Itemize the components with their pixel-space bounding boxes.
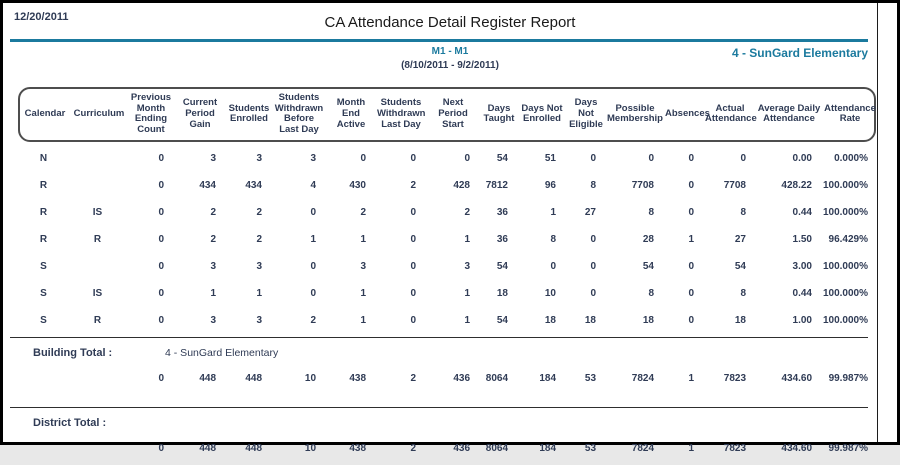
cell: 8	[740, 287, 746, 299]
column-header: Month End Active	[336, 97, 366, 130]
cell: 0	[590, 152, 596, 164]
cell: 3.00	[792, 260, 812, 272]
cell: 0	[464, 152, 470, 164]
district-total-cell: 7824	[631, 442, 655, 454]
spacer-cell	[18, 432, 126, 465]
cell: 8	[648, 206, 654, 218]
cell: 2	[464, 206, 470, 218]
table-row	[18, 145, 876, 172]
cell: 3	[360, 260, 366, 272]
cell: 1	[360, 233, 366, 245]
building-total-cell: 53	[584, 372, 597, 384]
cell: 4	[310, 179, 316, 191]
building-total-table	[18, 338, 876, 395]
cell: R	[93, 314, 102, 326]
cell: 0	[590, 287, 596, 299]
cell: 8	[550, 233, 556, 245]
cell: 0	[360, 152, 366, 164]
cell: 0	[410, 206, 416, 218]
district-total-cell: 448	[199, 442, 217, 454]
cell: 3	[210, 314, 216, 326]
column-header: Students Enrolled	[228, 102, 270, 125]
cell: 0	[590, 260, 596, 272]
column-header: Current Period Gain	[182, 97, 218, 130]
district-total-values-row	[18, 432, 876, 465]
page-title: CA Attendance Detail Register Report	[324, 14, 576, 31]
cell: 1	[464, 287, 470, 299]
cell: 0	[158, 287, 164, 299]
cell: 0	[550, 260, 556, 272]
cell: 7812	[485, 179, 508, 191]
table-row	[18, 280, 876, 307]
column-header: Actual Attendance	[705, 102, 757, 125]
building-total-label: Building Total :	[33, 346, 113, 359]
cell: 0	[158, 260, 164, 272]
cell: 0	[688, 206, 694, 218]
cell: 0.00	[792, 152, 812, 164]
cell: 0	[648, 152, 654, 164]
cell: 8	[648, 287, 654, 299]
column-header: Days Not Enrolled	[521, 102, 563, 125]
column-header-row	[20, 92, 878, 137]
cell: 1	[360, 314, 366, 326]
cell: 0	[158, 179, 164, 191]
table-row	[18, 307, 876, 334]
cell: 1	[256, 287, 262, 299]
data-table	[18, 145, 876, 334]
cell: 0	[158, 206, 164, 218]
cell: 3	[256, 260, 262, 272]
table-row	[18, 172, 876, 199]
spacer-cell	[18, 362, 126, 395]
cell	[68, 172, 126, 199]
cell: 0.000%	[834, 152, 868, 164]
district-total-table	[18, 408, 876, 465]
district-total-cell: 448	[245, 442, 263, 454]
report-period: M1 - M1	[431, 46, 469, 57]
cell: 0	[158, 233, 164, 245]
cell: 430	[349, 179, 366, 191]
cell: R	[39, 233, 48, 245]
cell: 3	[310, 152, 316, 164]
cell: 2	[410, 179, 416, 191]
sub-header	[3, 46, 897, 80]
building-total-label-row	[18, 338, 876, 362]
cell: 18	[734, 314, 746, 326]
cell: N	[39, 152, 48, 164]
table-row	[18, 199, 876, 226]
column-header: Students Withdrawn Last Day	[377, 97, 426, 130]
cell: 0	[310, 287, 316, 299]
building-name: 4 - SunGard Elementary	[731, 46, 868, 60]
report-date: 12/20/2011	[14, 11, 69, 23]
district-total-cell: 8064	[485, 442, 509, 454]
cell: 3	[210, 260, 216, 272]
cell: 0	[740, 152, 746, 164]
cell: 0	[410, 287, 416, 299]
cell: 428.22	[781, 179, 812, 191]
building-total-cell: 2	[410, 372, 417, 384]
district-total-cell: 0	[158, 442, 165, 454]
building-total-cell: 448	[245, 372, 263, 384]
cell: 51	[544, 152, 556, 164]
cell: 0	[158, 314, 164, 326]
cell: 36	[496, 206, 508, 218]
cell: 7708	[631, 179, 654, 191]
table-row	[18, 253, 876, 280]
cell: 428	[453, 179, 470, 191]
cell: 27	[734, 233, 746, 245]
cell: S	[40, 260, 47, 272]
cell: 0	[410, 314, 416, 326]
cell: 434	[199, 179, 216, 191]
column-header: Curriculum	[73, 107, 125, 119]
cell: 434	[245, 179, 262, 191]
district-total-cell: 2	[410, 442, 417, 454]
cell: IS	[92, 206, 103, 218]
cell: 3	[256, 152, 262, 164]
cell: 54	[496, 260, 508, 272]
cell: 1	[464, 233, 470, 245]
table-header-box	[18, 87, 876, 142]
building-total-cell: 99.987%	[828, 372, 869, 384]
district-total-label: District Total :	[33, 416, 107, 429]
district-total-cell: 99.987%	[828, 442, 869, 454]
column-header: Days Not Eligible	[569, 97, 603, 130]
cell: 1	[210, 287, 216, 299]
cell: 96	[544, 179, 556, 191]
cell: 54	[642, 260, 654, 272]
district-total-cell: 184	[539, 442, 557, 454]
column-header: Calendar	[24, 107, 66, 119]
cell: 100.000%	[822, 314, 868, 326]
building-total-cell: 184	[539, 372, 557, 384]
cell: 1	[310, 233, 316, 245]
cell: 54	[496, 152, 508, 164]
cell: 0	[158, 152, 164, 164]
cell: 1.50	[792, 233, 812, 245]
cell: 3	[464, 260, 470, 272]
district-total-label-row	[18, 408, 876, 432]
cell: 1	[360, 287, 366, 299]
cell: 7708	[723, 179, 746, 191]
cell: 100.000%	[822, 287, 868, 299]
cell: 1	[688, 233, 694, 245]
cell: 36	[496, 233, 508, 245]
column-header: Previous Month Ending Count	[130, 92, 172, 135]
building-total-cell: 7823	[723, 372, 747, 384]
cell: 0	[310, 260, 316, 272]
column-header: Possible Membership	[607, 102, 663, 125]
cell: 0.44	[792, 287, 812, 299]
cell: 1	[464, 314, 470, 326]
cell: 2	[360, 206, 366, 218]
column-header: Average Daily Attendance	[757, 102, 821, 125]
column-header: Attendance Rate	[824, 102, 876, 125]
cell: 1	[550, 206, 556, 218]
cell: 27	[584, 206, 596, 218]
district-total-cell: 436	[453, 442, 471, 454]
cell: 3	[256, 314, 262, 326]
cell: 0	[688, 314, 694, 326]
district-total-cell: 53	[584, 442, 597, 454]
cell: 2	[310, 314, 316, 326]
cell: 0	[590, 233, 596, 245]
building-total-cell: 436	[453, 372, 471, 384]
cell: 54	[734, 260, 746, 272]
district-total-cell: 438	[349, 442, 367, 454]
building-total-cell: 438	[349, 372, 367, 384]
cell: IS	[92, 287, 103, 299]
building-total-cell: 448	[199, 372, 217, 384]
cell: 0	[688, 260, 694, 272]
cell: 3	[210, 152, 216, 164]
spacer-cell	[374, 338, 876, 362]
building-total-cell: 0	[158, 372, 165, 384]
column-header: Absences	[665, 107, 710, 119]
cell: R	[39, 206, 48, 218]
cell: 100.000%	[822, 206, 868, 218]
cell: 18	[496, 287, 508, 299]
column-header: Next Period Start	[438, 97, 468, 130]
column-header: Students Withdrawn Before Last Day	[274, 92, 324, 135]
building-total-name: 4 - SunGard Elementary	[165, 346, 279, 359]
cell: 0	[688, 179, 694, 191]
cell: 54	[496, 314, 508, 326]
table-row	[18, 226, 876, 253]
column-header: Days Taught	[483, 102, 515, 125]
cell: 2	[256, 206, 262, 218]
cell: S	[40, 314, 47, 326]
cell: 0	[310, 206, 316, 218]
cell: 0	[688, 287, 694, 299]
building-total-cell: 8064	[485, 372, 509, 384]
report-date-range: (8/10/2011 - 9/2/2011)	[401, 60, 499, 71]
cell: 100.000%	[822, 260, 868, 272]
cell: R	[93, 233, 102, 245]
cell: 0	[410, 260, 416, 272]
cell	[68, 253, 126, 280]
district-total-cell: 434.60	[781, 442, 813, 454]
cell: 0	[410, 152, 416, 164]
cell: 0.44	[792, 206, 812, 218]
header-table	[20, 92, 878, 137]
cell: 8	[590, 179, 596, 191]
cell: 2	[210, 206, 216, 218]
cell: 2	[210, 233, 216, 245]
district-total-cell: 10	[304, 442, 317, 454]
cell: 96.429%	[828, 233, 868, 245]
building-total-cell: 7824	[631, 372, 655, 384]
cell: 100.000%	[822, 179, 868, 191]
building-total-cell: 434.60	[781, 372, 813, 384]
district-total-cell: 7823	[723, 442, 747, 454]
cell: S	[40, 287, 47, 299]
cell: R	[39, 179, 48, 191]
table-body	[18, 145, 876, 334]
cell: 1.00	[792, 314, 812, 326]
cell: 18	[584, 314, 596, 326]
header-divider	[10, 39, 868, 42]
building-total-values-row	[18, 362, 876, 395]
district-total-cell: 1	[688, 442, 695, 454]
cell: 0	[688, 152, 694, 164]
cell: 18	[642, 314, 654, 326]
building-total-cell: 10	[304, 372, 317, 384]
spacer-cell	[126, 408, 876, 432]
cell	[68, 145, 126, 172]
cell: 10	[544, 287, 556, 299]
cell: 18	[544, 314, 556, 326]
cell: 0	[410, 233, 416, 245]
cell: 28	[642, 233, 654, 245]
building-total-cell: 1	[688, 372, 695, 384]
cell: 2	[256, 233, 262, 245]
cell: 8	[740, 206, 746, 218]
